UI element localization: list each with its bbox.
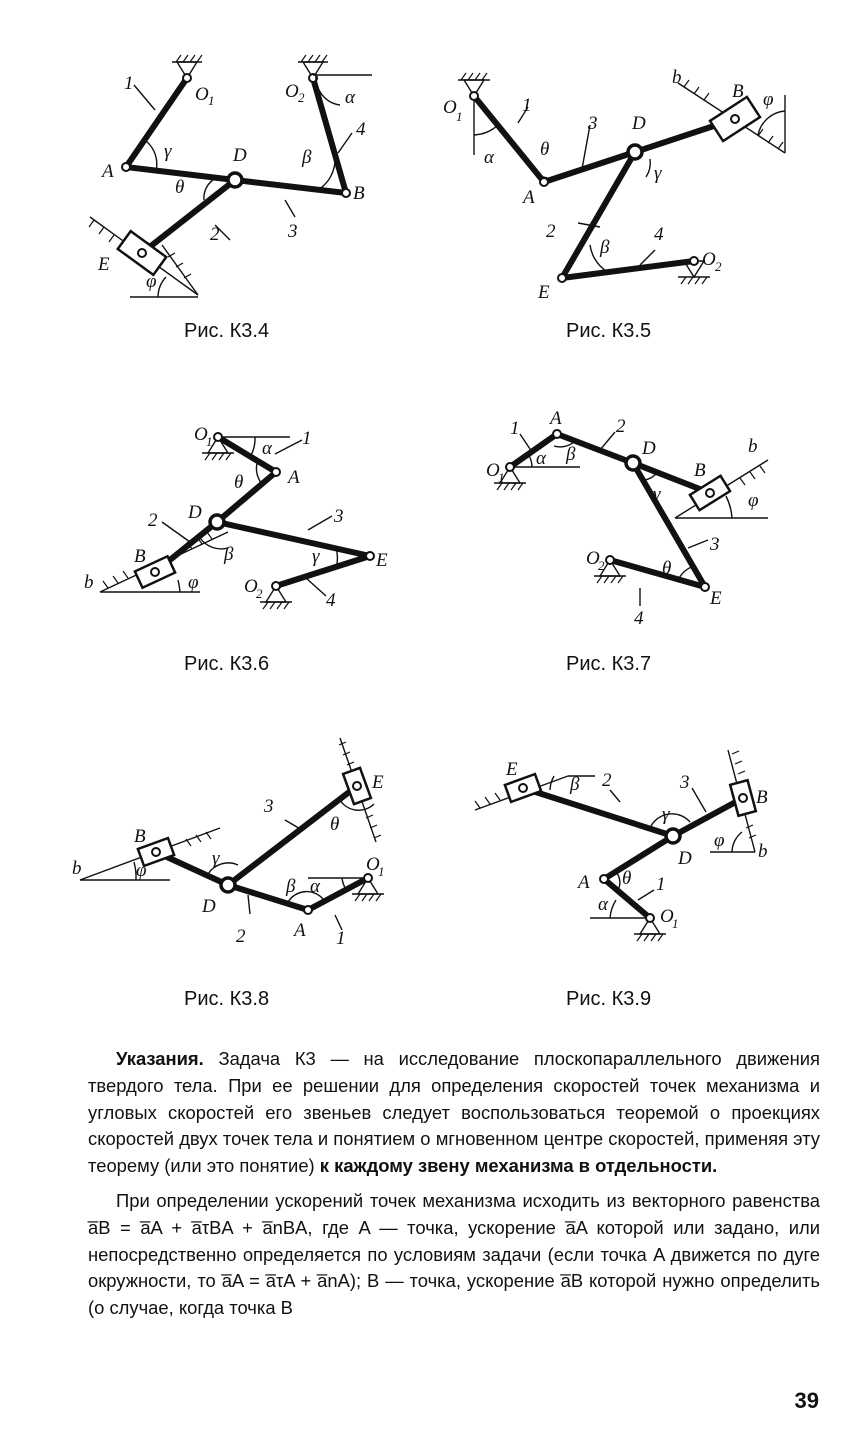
label-b: B — [353, 183, 365, 204]
label-b: B — [756, 787, 768, 808]
label-n2: 2 — [546, 221, 556, 242]
link-2 — [142, 180, 235, 253]
figure-k3-4 — [80, 45, 400, 315]
label-a: A — [550, 410, 562, 429]
label-n1: 1 — [510, 418, 520, 439]
label-n3: 3 — [710, 534, 720, 555]
label-b: B — [134, 546, 146, 567]
figure-k3-7 — [470, 410, 790, 630]
label-n2: 2 — [602, 770, 612, 791]
label-o1-sub: 1 — [208, 93, 215, 108]
label-phi: φ — [188, 572, 199, 593]
link-2 — [523, 788, 673, 836]
label-n1: 1 — [124, 73, 134, 94]
label-n2: 2 — [210, 224, 220, 245]
label-o1-sub: 1 — [456, 109, 463, 124]
instructions-paragraph-2: При определении ускорений точек механизма исходить из векторного равенства a̅B = a̅A + a̅τBA + a̅nBA, где A — точка, ускорение a̅A которой или задано, или непосредственно определяется по условиям задачи (если точка A движется по дуге окружности, то a̅A = a̅τA + a̅nA); B — точка, ускорение a̅B которой нужно определить (о случае, когда точка B — [88, 1189, 820, 1319]
label-theta: θ — [234, 472, 244, 493]
label-a: A — [523, 187, 535, 208]
label-beta: β — [570, 774, 580, 795]
figure-k3-8 — [70, 730, 400, 955]
label-o2: O — [702, 249, 716, 270]
label-n4: 4 — [654, 224, 664, 245]
label-theta: θ — [540, 139, 550, 160]
instructions-p1-bold: к каждому звену механизма в отдельности. — [319, 1155, 718, 1177]
caption-k3-8: Рис. К3.8 — [184, 988, 270, 1010]
figure-k3-9 — [470, 740, 800, 955]
label-d: D — [188, 502, 202, 523]
label-o1-sub: 1 — [498, 470, 505, 485]
label-n2: 2 — [148, 510, 158, 531]
label-b: B — [694, 460, 706, 481]
label-e: E — [376, 550, 388, 571]
label-o1: O — [660, 906, 674, 927]
label-bb: b — [758, 841, 768, 862]
label-gamma: γ — [164, 141, 172, 162]
figure-k3-6 — [80, 420, 400, 640]
label-n3: 3 — [334, 506, 344, 527]
label-e: E — [506, 759, 518, 780]
label-a: A — [288, 467, 300, 488]
label-beta: β — [224, 544, 234, 565]
label-e: E — [538, 282, 550, 303]
link-4 — [562, 261, 694, 278]
label-o1: O — [194, 424, 208, 445]
link-4 — [276, 556, 370, 586]
instructions-p1: Задача К3 — на исследование плоскопараллельного движения твердого тела. При ее решении для определения скоростей точек механизма и угловых скоростей его звеньев следует воспользоваться теоремой о проекциях скоростей двух точек тела и понятием о мгновенном центре скоростей, применяя эту теорему (или это понятие) — [88, 1048, 820, 1177]
label-bb: b — [72, 858, 82, 879]
label-o2-sub: 2 — [598, 558, 605, 573]
label-o1-sub: 1 — [672, 916, 679, 931]
label-gamma: γ — [312, 546, 320, 567]
label-o1: O — [195, 84, 209, 105]
label-b: B — [134, 826, 146, 847]
label-gamma: γ — [653, 484, 661, 505]
link-1 — [474, 96, 544, 182]
label-beta: β — [286, 876, 296, 897]
label-o1-sub: 1 — [206, 434, 213, 449]
label-n3: 3 — [264, 796, 274, 817]
label-n3: 3 — [288, 221, 298, 242]
label-o2-sub: 2 — [715, 259, 722, 274]
label-bb: b — [672, 67, 682, 88]
label-o1: O — [366, 854, 380, 875]
label-d: D — [632, 113, 646, 134]
label-e: E — [710, 588, 722, 609]
label-beta: β — [566, 444, 576, 465]
label-alpha: α — [345, 87, 355, 108]
label-theta: θ — [175, 177, 185, 198]
instructions-paragraph-1 — [88, 1046, 820, 1180]
label-n1: 1 — [336, 928, 346, 949]
label-o2: O — [285, 81, 299, 102]
label-gamma: γ — [654, 163, 662, 184]
label-o1-sub: 1 — [378, 864, 385, 879]
label-o2-sub: 2 — [298, 90, 305, 105]
label-e: E — [98, 254, 110, 275]
label-o2-sub: 2 — [256, 586, 263, 601]
link-3 — [217, 522, 370, 556]
support-o1 — [590, 918, 666, 941]
label-o1: O — [443, 97, 457, 118]
label-d: D — [233, 145, 247, 166]
label-bb: b — [748, 436, 758, 457]
label-phi: φ — [748, 490, 759, 511]
label-phi: φ — [146, 271, 157, 292]
label-bb: b — [84, 572, 94, 593]
link-3 — [235, 180, 346, 193]
label-a: A — [578, 872, 590, 893]
caption-k3-5: Рис. К3.5 — [566, 320, 652, 342]
label-e: E — [372, 772, 384, 793]
label-a: A — [102, 161, 114, 182]
label-d: D — [202, 896, 216, 917]
label-alpha: α — [262, 438, 272, 459]
label-theta: θ — [330, 814, 340, 835]
link-1 — [126, 78, 187, 167]
label-n4: 4 — [634, 608, 644, 629]
label-d: D — [678, 848, 692, 869]
label-phi: φ — [763, 89, 774, 110]
label-n1: 1 — [656, 874, 666, 895]
instructions-lead: Указания. — [116, 1048, 204, 1069]
caption-k3-4: Рис. К3.4 — [184, 320, 270, 342]
label-n3: 3 — [680, 772, 690, 793]
link-da — [217, 472, 276, 522]
caption-k3-9: Рис. К3.9 — [566, 988, 652, 1010]
label-o1: O — [486, 460, 500, 481]
caption-k3-7: Рис. К3.7 — [566, 653, 652, 675]
label-alpha: α — [536, 448, 546, 469]
label-phi: φ — [136, 860, 147, 881]
label-gamma: γ — [662, 804, 670, 825]
label-n4: 4 — [356, 119, 366, 140]
link-2 — [228, 885, 308, 910]
label-beta: β — [600, 237, 610, 258]
label-o2: O — [244, 576, 258, 597]
label-phi: φ — [714, 830, 725, 851]
label-n2: 2 — [616, 416, 626, 437]
label-n1: 1 — [522, 95, 532, 116]
link-4 — [313, 78, 346, 193]
instructions-text — [88, 1046, 820, 1322]
label-theta: θ — [622, 868, 632, 889]
label-alpha: α — [310, 876, 320, 897]
figure-k3-5 — [440, 55, 800, 305]
label-n1: 1 — [302, 428, 312, 449]
label-beta: β — [302, 147, 312, 168]
label-o2: O — [586, 548, 600, 569]
label-gamma: γ — [212, 848, 220, 869]
link-3 — [228, 786, 357, 885]
label-a: A — [294, 920, 306, 941]
label-d: D — [642, 438, 656, 459]
label-n3: 3 — [588, 113, 598, 134]
label-n4: 4 — [326, 590, 336, 611]
caption-k3-6: Рис. К3.6 — [184, 653, 270, 675]
label-b: B — [732, 81, 744, 102]
label-theta: θ — [662, 558, 672, 579]
link-ad — [604, 836, 673, 879]
label-n2: 2 — [236, 926, 246, 947]
label-alpha: α — [598, 894, 608, 915]
page-number: 39 — [794, 1388, 819, 1413]
label-alpha: α — [484, 147, 494, 168]
